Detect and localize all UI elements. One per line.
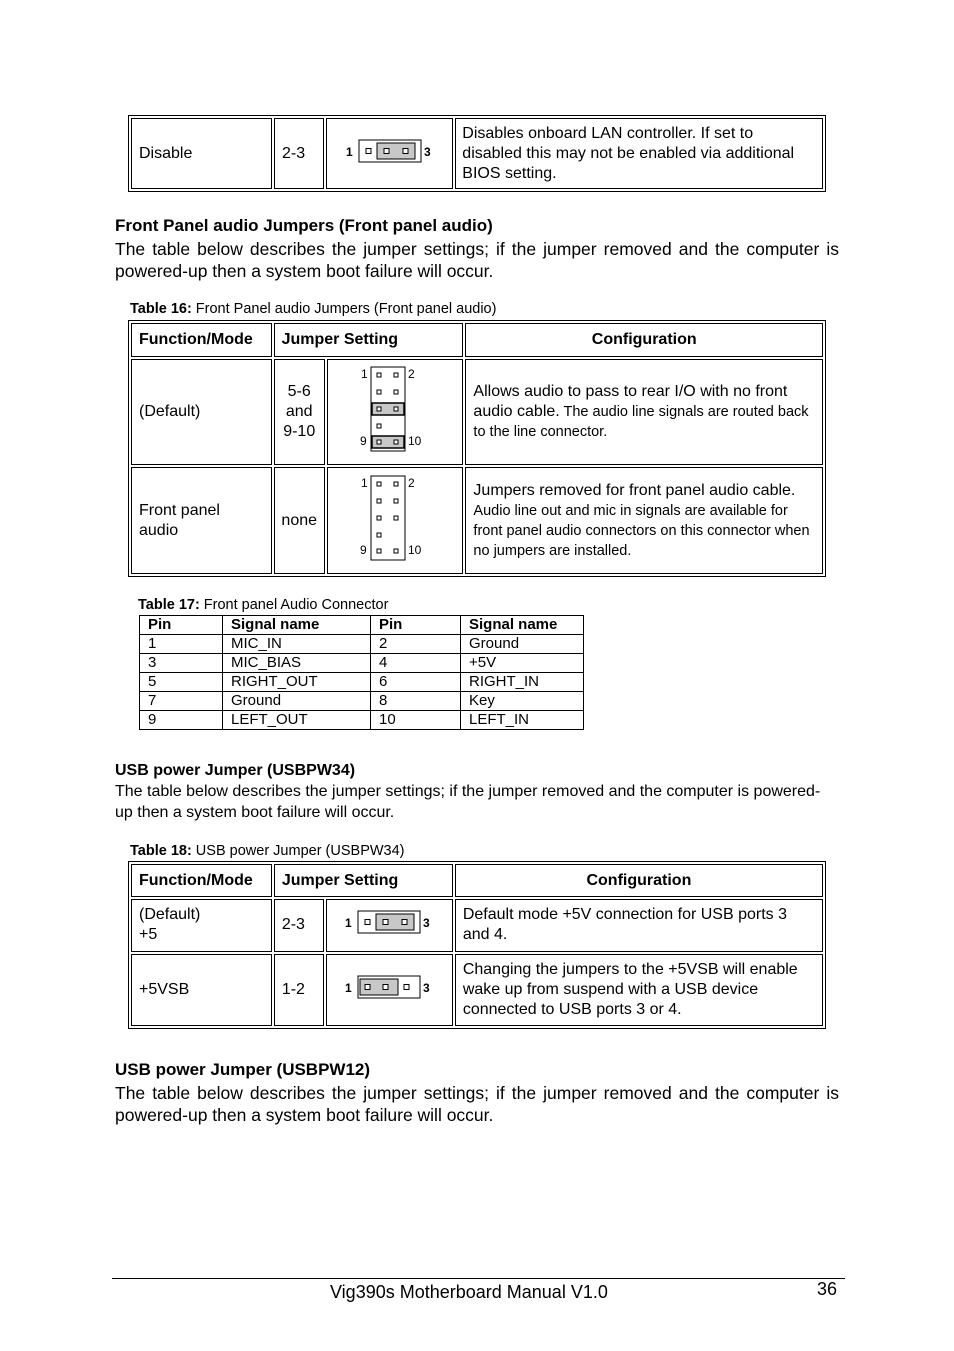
svg-text:3: 3 [423,916,431,931]
svg-text:1: 1 [361,366,368,381]
table18-jumper-diagram-12 [326,954,453,1026]
jumper-3pin-12-icon [341,972,437,1002]
lan-config-cell: Disables onboard LAN controller. If set to disabled this may not be enabled via additional BIOS setting. [455,118,823,189]
svg-text:1: 1 [361,475,368,490]
svg-text:2: 2 [408,475,415,490]
lan-mode-cell: Disable [131,118,272,189]
table16-mode-cell: (Default) [131,359,272,466]
table16-header-setting: Jumper Setting [274,323,464,357]
table17 [139,615,584,730]
table16-caption: Table 16: Front Panel audio Jumpers (Front panel audio) [130,301,497,317]
table18-config-cell: Changing the jumpers to the +5VSB will enable wake up from suspend with a USB device connected to USB ports 3 or 4. [455,954,823,1026]
jumper-10pin-default-icon [355,364,435,454]
table-row: 7 Ground 8 Key [140,692,584,711]
table16-header-mode: Function/Mode [131,323,272,357]
jumper-10pin-open-icon [355,473,435,563]
table16-setting-cell: 5-6 and 9-10 [274,359,325,466]
table18-config-cell: Default mode +5V connection for USB ports 3 and 4. [455,899,823,951]
table16-config-cell: Jumpers removed for front panel audio cable. Audio line out and mic in signals are available for front panel audio connectors on this connector when no jumpers are installed. [465,467,823,574]
table-row: 3 MIC_BIAS 4 +5V [140,654,584,673]
section-heading-usbpw34: USB power Jumper (USBPW34) [115,762,356,779]
table16 [128,320,826,577]
table-row [131,954,823,1026]
svg-text:2: 2 [408,366,415,381]
table16-config-cell: Allows audio to pass to rear I/O with no front audio cable. The audio line signals are routed back to the line connector. [465,359,823,466]
table17-caption: Table 17: Front panel Audio Connector [138,597,389,613]
table18-header-mode: Function/Mode [131,864,272,897]
section-heading-front-panel-audio: Front Panel audio Jumpers (Front panel audio) [115,216,493,235]
jumper-3pin-23-icon [342,136,438,166]
section-paragraph-usbpw12: The table below describes the jumper settings; if the jumper removed and the computer is powered-up then a system boot failure will occur. [115,1083,839,1125]
jumper-3pin-23-icon [341,907,437,937]
lan-jumper-diagram [326,118,453,189]
table-row [131,467,823,574]
table16-jumper-diagram-none [327,467,464,574]
pin-label-left: 1 [345,144,353,159]
table-row: 1 MIC_IN 2 Ground [140,635,584,654]
footer-divider [112,1278,845,1279]
table18-mode-cell: +5VSB [131,954,272,1026]
table-row: 9 LEFT_OUT 10 LEFT_IN [140,711,584,730]
table18-mode-cell: (Default) +5 [131,899,272,951]
section-heading-usbpw12: USB power Jumper (USBPW12) [115,1060,371,1079]
section-paragraph-front-panel-audio: The table below describes the jumper settings; if the jumper removed and the computer is powered-up then a system boot failure will occur. [115,239,839,281]
footer-title: Vig390s Motherboard Manual V1.0 [330,1282,608,1302]
svg-text:10: 10 [408,542,422,557]
section-paragraph-usbpw34: The table below describes the jumper settings; if the jumper removed and the computer is powered-up then a system boot failure will occur. [115,783,821,821]
table-row: Pin Signal name Pin Signal name [140,616,584,635]
table18 [128,861,826,1029]
table18-jumper-diagram-23 [326,899,453,951]
table16-header-config: Configuration [465,323,823,357]
table18-header-setting: Jumper Setting [274,864,453,897]
page-number: 36 [817,1279,838,1299]
svg-text:10: 10 [408,433,422,448]
svg-text:9: 9 [360,542,367,557]
lan-jumper-table [128,115,826,192]
svg-text:3: 3 [423,980,431,995]
table18-caption: Table 18: USB power Jumper (USBPW34) [130,843,405,859]
table-row [131,359,823,466]
lan-setting-cell: 2-3 [274,118,324,189]
table16-setting-cell: none [274,467,325,574]
table-row: 5 RIGHT_OUT 6 RIGHT_IN [140,673,584,692]
table18-setting-cell: 2-3 [274,899,324,951]
table18-header-config: Configuration [455,864,823,897]
table18-setting-cell: 1-2 [274,954,324,1026]
pin-label-right: 3 [423,144,431,159]
table16-jumper-diagram-default [327,359,464,466]
svg-text:1: 1 [345,980,353,995]
svg-text:9: 9 [360,433,367,448]
svg-text:1: 1 [345,916,353,931]
table16-mode-cell: Front panel audio [131,467,272,574]
table-row [131,899,823,951]
